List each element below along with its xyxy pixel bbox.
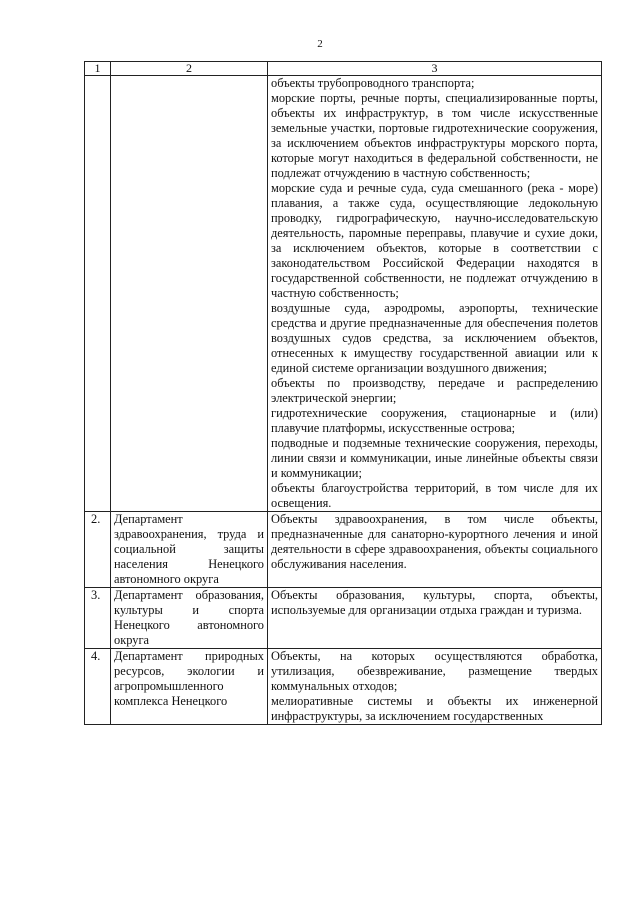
object-item: морские порты, речные порты, специализированные порты, объекты их инфраструктур, в том числе искусственные земельные участки, портовые гидротехнические сооружения, за исключением объектов инфраструктуры морского порта, которые могут находиться в федеральной собственности, не подлежат отчуждению в частную собственность; [271, 91, 598, 180]
object-item: Объекты здравоохранения, в том числе объекты, предназначенные для санаторно-курортного лечения и иной деятельности в сфере здравоохранения, объекты социального обслуживания населения. [271, 512, 598, 571]
header-col-3: 3 [268, 62, 602, 76]
row-number: 4. [85, 649, 111, 725]
row-number: 3. [85, 588, 111, 649]
object-item: мелиоративные системы и объекты их инженерной инфраструктуры, за исключением государственных [271, 694, 598, 723]
header-col-2: 2 [111, 62, 268, 76]
object-item: подводные и подземные технические сооружения, переходы, линии связи и коммуникации, иные линейные объекты связи и коммуникации; [271, 436, 598, 480]
department-name [111, 76, 268, 512]
object-item: воздушные суда, аэродромы, аэропорты, технические средства и другие предназначенные для обеспечения полетов воздушных судов средства, за исключением объектов, отнесенных к имуществу государственной авиации или к единой системе организации воздушного движения; [271, 301, 598, 375]
object-item: объекты благоустройства территорий, в том числе для их освещения. [271, 481, 598, 510]
objects-cell [268, 512, 602, 588]
department-name: Департамент природных ресурсов, экологии и агропромышленного комплекса Ненецкого [111, 649, 268, 725]
department-name: Департамент здравоохранения, труда и социальной защиты населения Ненецкого автономного округа [111, 512, 268, 588]
object-item: объекты трубопроводного транспорта; [271, 76, 475, 90]
objects-table [84, 61, 602, 725]
objects-cell [268, 76, 602, 512]
object-item: объекты по производству, передаче и распределению электрической энергии; [271, 376, 598, 405]
object-item: морские суда и речные суда, суда смешанного (река - море) плавания, а также суда, осуществляющие ледокольную проводку, гидрографическую, научно-исследовательскую деятельность, паромные переправы, плавучие и сухие доки, за исключением объектов, которые в соответствии с законодательством Российской Федерации находятся в государственной собственности, не подлежат отчуждению в частную собственность; [271, 181, 598, 300]
table-row [85, 512, 602, 588]
table-row [85, 649, 602, 725]
row-number: 2. [85, 512, 111, 588]
objects-cell [268, 588, 602, 649]
department-name: Департамент образования, культуры и спорта Ненецкого автономного округа [111, 588, 268, 649]
object-item: Объекты, на которых осуществляются обработка, утилизация, обезвреживание, размещение твердых коммунальных отходов; [271, 649, 598, 693]
page-number: 2 [317, 38, 323, 50]
table-row [85, 76, 602, 512]
header-col-1: 1 [85, 62, 111, 76]
table-header-row [85, 62, 602, 76]
object-item: гидротехнические сооружения, стационарные и (или) плавучие платформы, искусственные острова; [271, 406, 598, 435]
row-number [85, 76, 111, 512]
object-item: Объекты образования, культуры, спорта, объекты, используемые для организации отдыха граждан и туризма. [271, 588, 598, 617]
table-row [85, 588, 602, 649]
objects-cell [268, 649, 602, 725]
